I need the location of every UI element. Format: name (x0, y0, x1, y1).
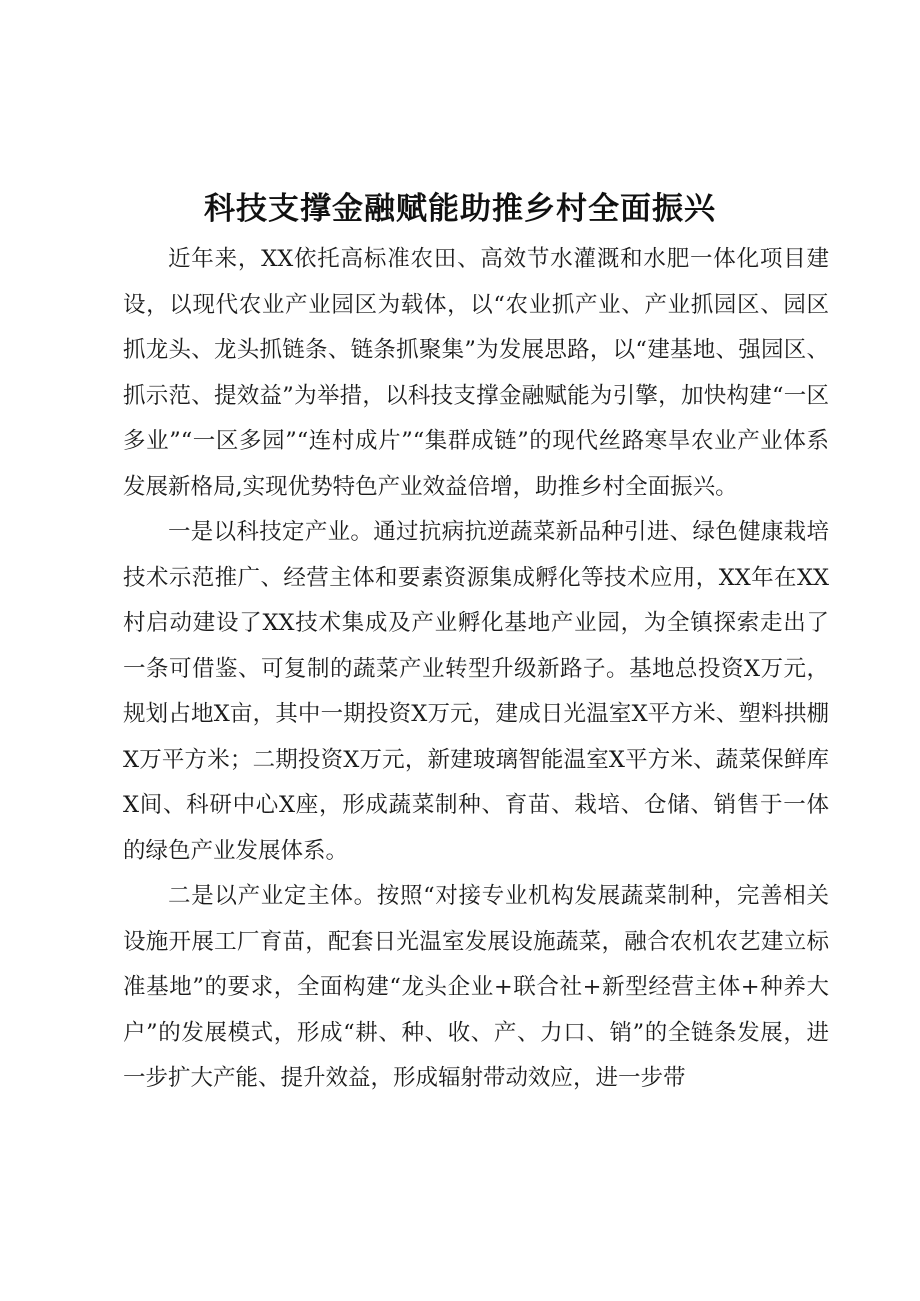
document-body (123, 237, 829, 1102)
paragraph-intro: 近年来，XX依托高标准农田、高效节水灌溉和水肥一体化项目建设，以现代农业产业园区为载体，以“农业抓产业、产业抓园区、园区抓龙头、龙头抓链条、链条抓聚集”为发展思路，以“建基地、强园区、抓示范、提效益”为举措，以科技支撑金融赋能为引擎，加快构建“一区多业”“一区多园”“连村成片”“集群成链”的现代丝路寒旱农业产业体系发展新格局,实现优势特色产业效益倍增，助推乡村全面振兴。 (123, 246, 829, 500)
document-title: 科技支撑金融赋能助推乡村全面振兴 (204, 191, 716, 227)
paragraph-point-one: 一是以科技定产业。通过抗病抗逆蔬菜新品种引进、绿色健康栽培技术示范推广、经营主体和要素资源集成孵化等技术应用，XX年在XX村启动建设了XX技术集成及产业孵化基地产业园，为全镇探索走出了一条可借鉴、可复制的蔬菜产业转型升级新路子。基地总投资X万元，规划占地X亩，其中一期投资X万元，建成日光温室X平方米、塑料拱棚X万平方米；二期投资X万元，新建玻璃智能温室X平方米、蔬菜保鲜库X间、科研中心X座，形成蔬菜制种、育苗、栽培、仓储、销售于一体的绿色产业发展体系。 (123, 519, 829, 864)
paragraph-point-two: 二是以产业定主体。按照“对接专业机构发展蔬菜制种，完善相关设施开展工厂育苗，配套日光温室发展设施蔬菜，融合农机农艺建立标准基地”的要求，全面构建“龙头企业+联合社+新型经营主体+种养大户”的发展模式，形成“耕、种、收、产、力口、销”的全链条发展，进一步扩大产能、提升效益，形成辐射带动效应，进一步带 (123, 883, 829, 1091)
